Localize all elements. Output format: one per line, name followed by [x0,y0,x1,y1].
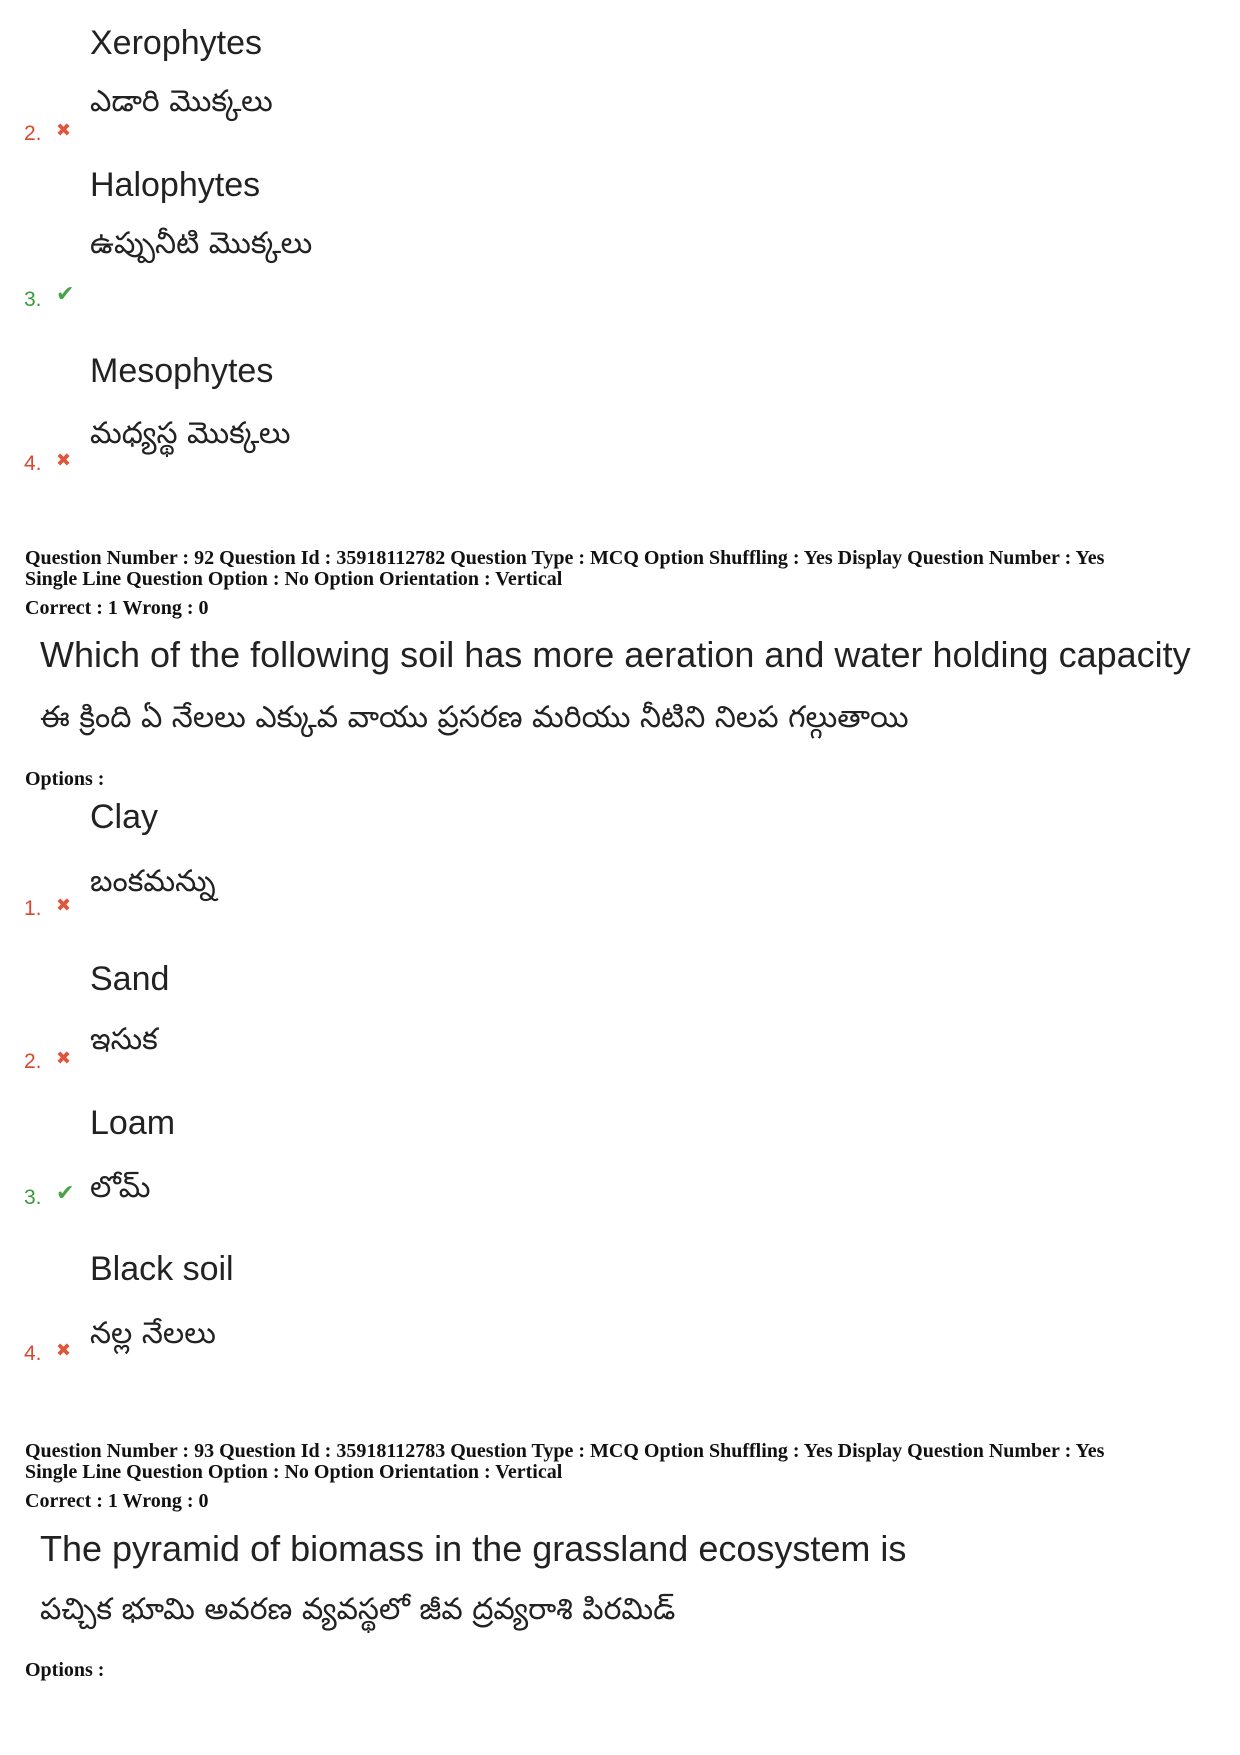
option-telugu: ఇసుక [90,1022,158,1057]
question-text-telugu: పచ్చిక భూమి అవరణ వ్యవస్థలో జీవ ద్రవ్యరాశి పిరమిడ్ [40,1592,676,1627]
option-english: Clay [90,798,159,836]
check-icon: ✔ [56,282,75,307]
question-marks: Correct : 1 Wrong : 0 [25,597,209,619]
option-number: 4. [24,1342,42,1365]
option-telugu: మధ్యస్థ మొక్కలు [90,416,291,451]
question-text-telugu: ఈ క్రింది ఏ నేలలు ఎక్కువ వాయు ప్రసరణ మరియు నీటిని నిలప గల్గుతాయి [40,700,909,735]
option-number: 3. [24,1186,42,1209]
option-english: Black soil [90,1250,234,1288]
option-telugu: లోమ్ [90,1170,151,1205]
cross-icon: ✖ [56,895,72,916]
check-icon: ✔ [56,1181,75,1206]
option-english: Halophytes [90,166,261,204]
option-telugu: నల్ల నేలలు [90,1316,216,1351]
option-number: 1. [24,897,42,920]
option-number: 3. [24,288,42,311]
question-meta-line1: Question Number : 93 Question Id : 35918112783 Question Type : MCQ Option Shuffling : Yes Display Question Number : Yes [25,1440,1105,1462]
option-number: 2. [24,122,42,145]
option-english: Sand [90,960,170,998]
option-telugu: బంకమన్ను [90,864,216,899]
question-meta-line2: Single Line Question Option : No Option Orientation : Vertical [25,1461,563,1483]
option-number: 4. [24,452,42,475]
options-label: Options : [25,768,105,790]
option-english: Loam [90,1104,176,1142]
option-telugu: ఉప్పునీటి మొక్కలు [90,226,313,261]
cross-icon: ✖ [56,1048,72,1069]
question-marks: Correct : 1 Wrong : 0 [25,1490,209,1512]
question-meta-line1: Question Number : 92 Question Id : 35918112782 Question Type : MCQ Option Shuffling : Yes Display Question Number : Yes [25,547,1105,569]
options-label: Options : [25,1659,105,1681]
option-english: Xerophytes [90,24,262,62]
cross-icon: ✖ [56,450,72,471]
question-meta-line2: Single Line Question Option : No Option Orientation : Vertical [25,568,563,590]
question-text-english: The pyramid of biomass in the grassland ecosystem is [40,1528,907,1569]
cross-icon: ✖ [56,1340,72,1361]
option-telugu: ఎడారి మొక్కలు [90,84,273,119]
option-english: Mesophytes [90,352,274,390]
cross-icon: ✖ [56,120,72,141]
question-text-english: Which of the following soil has more aeration and water holding capacity [40,634,1191,675]
option-number: 2. [24,1050,42,1073]
